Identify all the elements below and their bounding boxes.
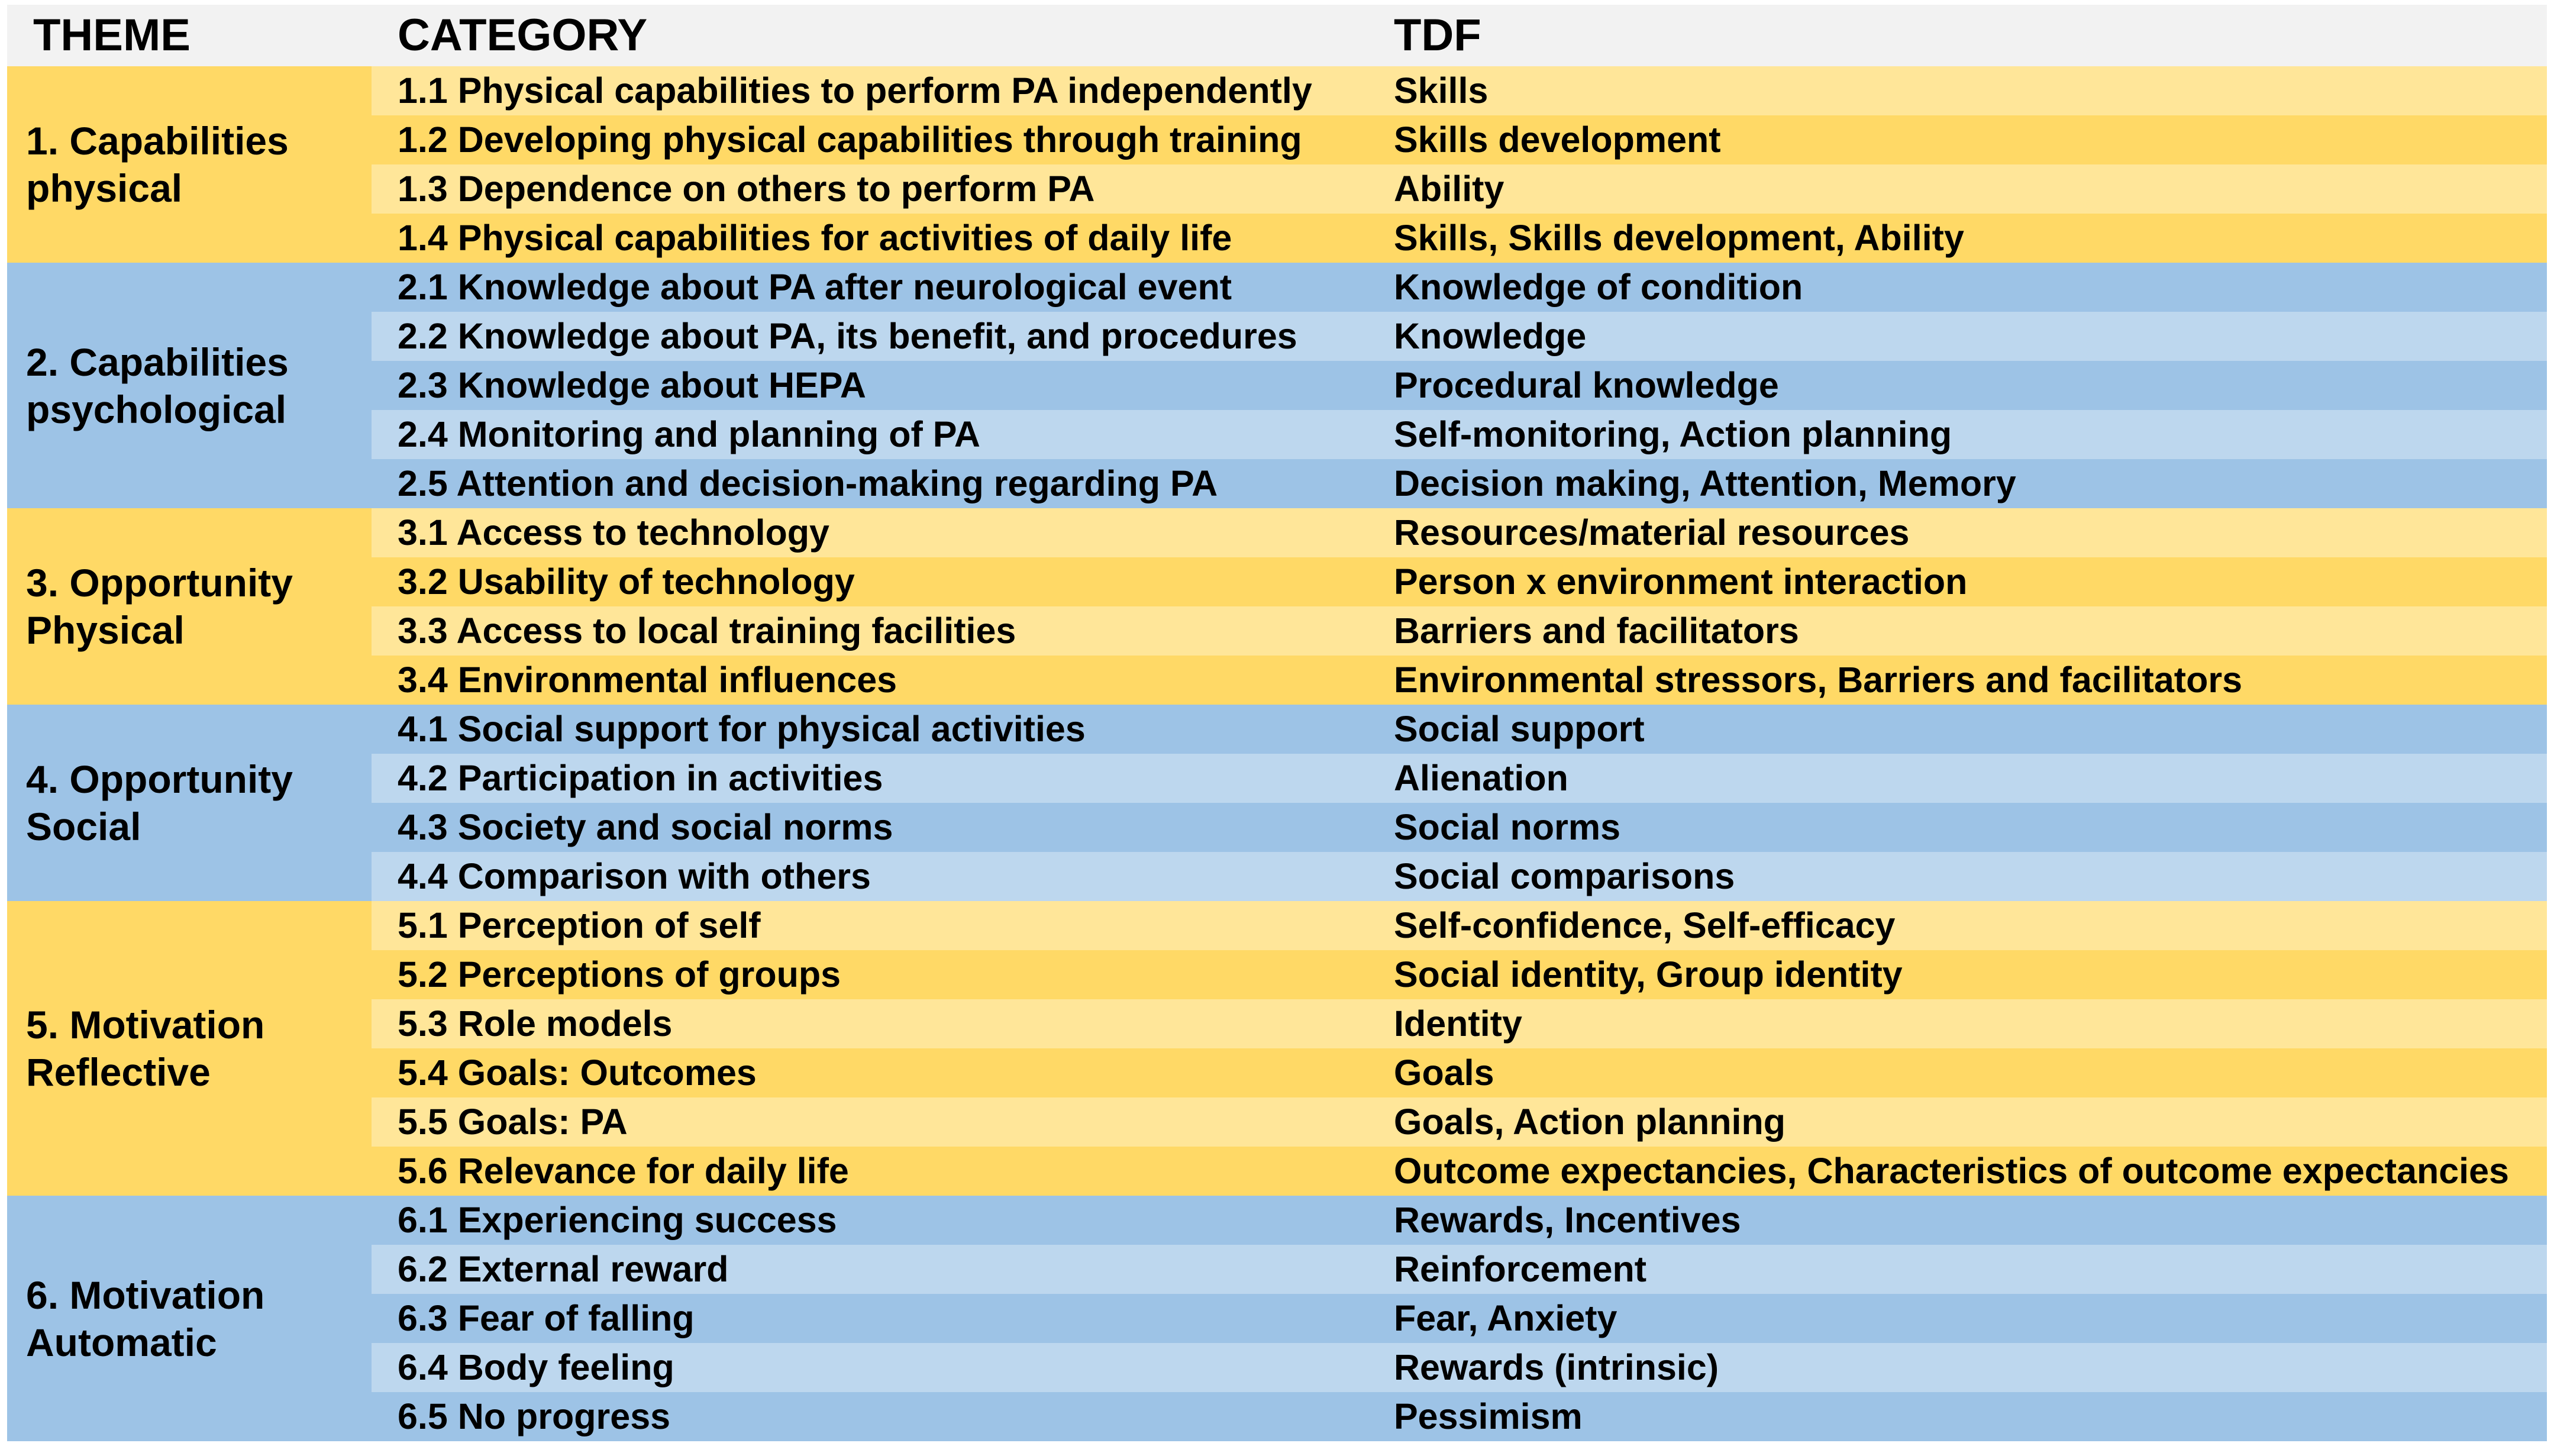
table-row xyxy=(7,1097,2547,1147)
category-cell: 2.4 Monitoring and planning of PA xyxy=(372,410,1368,459)
table-row xyxy=(7,557,2547,606)
category-cell: 6.2 External reward xyxy=(372,1245,1368,1294)
table-row xyxy=(7,1147,2547,1196)
themes-table xyxy=(7,5,2547,1441)
table-row xyxy=(7,901,2547,950)
category-cell: 2.3 Knowledge about HEPA xyxy=(372,361,1368,410)
header-category: CATEGORY xyxy=(372,5,1368,66)
tdf-cell: Social comparisons xyxy=(1368,852,2547,901)
category-cell: 5.5 Goals: PA xyxy=(372,1097,1368,1147)
category-cell: 6.4 Body feeling xyxy=(372,1343,1368,1392)
category-cell: 5.6 Relevance for daily life xyxy=(372,1147,1368,1196)
category-cell: 5.4 Goals: Outcomes xyxy=(372,1048,1368,1097)
tdf-cell: Procedural knowledge xyxy=(1368,361,2547,410)
category-cell: 4.1 Social support for physical activities xyxy=(372,705,1368,754)
table-header xyxy=(7,5,2547,66)
category-cell: 4.4 Comparison with others xyxy=(372,852,1368,901)
tdf-cell: Pessimism xyxy=(1368,1392,2547,1441)
category-cell: 5.1 Perception of self xyxy=(372,901,1368,950)
tdf-cell: Goals xyxy=(1368,1048,2547,1097)
category-cell: 1.4 Physical capabilities for activities of daily life xyxy=(372,214,1368,263)
tdf-cell: Skills xyxy=(1368,66,2547,115)
theme-cell xyxy=(7,1196,372,1441)
category-cell: 3.2 Usability of technology xyxy=(372,557,1368,606)
table-row xyxy=(7,656,2547,705)
table-row xyxy=(7,1196,2547,1245)
table-row xyxy=(7,1294,2547,1343)
table-row xyxy=(7,950,2547,999)
tdf-cell: Social support xyxy=(1368,705,2547,754)
theme-label-line1: 2. Capabilities xyxy=(26,340,289,384)
tdf-cell: Knowledge xyxy=(1368,312,2547,361)
category-cell: 6.1 Experiencing success xyxy=(372,1196,1368,1245)
table-row xyxy=(7,361,2547,410)
table-row xyxy=(7,852,2547,901)
tdf-cell: Self-confidence, Self-efficacy xyxy=(1368,901,2547,950)
tdf-cell: Decision making, Attention, Memory xyxy=(1368,459,2547,508)
tdf-cell: Rewards, Incentives xyxy=(1368,1196,2547,1245)
theme-cell xyxy=(7,508,372,705)
tdf-cell: Goals, Action planning xyxy=(1368,1097,2547,1147)
theme-label-line1: 1. Capabilities xyxy=(26,119,289,163)
category-cell: 5.3 Role models xyxy=(372,999,1368,1048)
theme-cell xyxy=(7,263,372,508)
table-row xyxy=(7,999,2547,1048)
table-row xyxy=(7,705,2547,754)
category-cell: 4.3 Society and social norms xyxy=(372,803,1368,852)
category-cell: 3.4 Environmental influences xyxy=(372,656,1368,705)
tdf-cell: Barriers and facilitators xyxy=(1368,606,2547,656)
tdf-cell: Fear, Anxiety xyxy=(1368,1294,2547,1343)
table-body xyxy=(7,66,2547,1441)
category-cell: 2.5 Attention and decision-making regarding PA xyxy=(372,459,1368,508)
tdf-cell: Self-monitoring, Action planning xyxy=(1368,410,2547,459)
theme-label-line1: 5. Motivation xyxy=(26,1003,265,1047)
table-row xyxy=(7,1392,2547,1441)
table-row xyxy=(7,459,2547,508)
theme-label-line1: 4. Opportunity xyxy=(26,757,293,801)
header-theme: THEME xyxy=(7,5,372,66)
category-cell: 1.1 Physical capabilities to perform PA independently xyxy=(372,66,1368,115)
table-row xyxy=(7,803,2547,852)
theme-label-line2: psychological xyxy=(26,387,287,431)
table-row xyxy=(7,263,2547,312)
category-cell: 3.1 Access to technology xyxy=(372,508,1368,557)
tdf-cell: Person x environment interaction xyxy=(1368,557,2547,606)
category-cell: 6.3 Fear of falling xyxy=(372,1294,1368,1343)
tdf-table-container xyxy=(7,5,2547,1441)
header-row xyxy=(7,5,2547,66)
category-cell: 5.2 Perceptions of groups xyxy=(372,950,1368,999)
header-tdf: TDF xyxy=(1368,5,2547,66)
theme-label-line2: Automatic xyxy=(26,1320,217,1364)
table-row xyxy=(7,214,2547,263)
table-row xyxy=(7,164,2547,214)
tdf-cell: Social identity, Group identity xyxy=(1368,950,2547,999)
tdf-cell: Identity xyxy=(1368,999,2547,1048)
table-row xyxy=(7,754,2547,803)
tdf-cell: Skills, Skills development, Ability xyxy=(1368,214,2547,263)
tdf-cell: Alienation xyxy=(1368,754,2547,803)
tdf-cell: Environmental stressors, Barriers and facilitators xyxy=(1368,656,2547,705)
category-cell: 1.2 Developing physical capabilities through training xyxy=(372,115,1368,164)
category-cell: 4.2 Participation in activities xyxy=(372,754,1368,803)
table-row xyxy=(7,606,2547,656)
category-cell: 1.3 Dependence on others to perform PA xyxy=(372,164,1368,214)
table-row xyxy=(7,410,2547,459)
theme-cell xyxy=(7,66,372,263)
category-cell: 2.1 Knowledge about PA after neurological event xyxy=(372,263,1368,312)
table-row xyxy=(7,1245,2547,1294)
theme-label-line1: 3. Opportunity xyxy=(26,561,293,605)
category-cell: 3.3 Access to local training facilities xyxy=(372,606,1368,656)
tdf-cell: Social norms xyxy=(1368,803,2547,852)
table-row xyxy=(7,312,2547,361)
theme-label-line2: Physical xyxy=(26,608,185,652)
theme-label-line2: Social xyxy=(26,805,141,848)
table-row xyxy=(7,1048,2547,1097)
category-cell: 6.5 No progress xyxy=(372,1392,1368,1441)
tdf-cell: Knowledge of condition xyxy=(1368,263,2547,312)
table-row xyxy=(7,1343,2547,1392)
table-row xyxy=(7,115,2547,164)
theme-label-line1: 6. Motivation xyxy=(26,1273,265,1317)
tdf-cell: Resources/material resources xyxy=(1368,508,2547,557)
category-cell: 2.2 Knowledge about PA, its benefit, and procedures xyxy=(372,312,1368,361)
table-row xyxy=(7,508,2547,557)
tdf-cell: Reinforcement xyxy=(1368,1245,2547,1294)
tdf-cell: Rewards (intrinsic) xyxy=(1368,1343,2547,1392)
theme-cell xyxy=(7,705,372,901)
theme-label-line2: physical xyxy=(26,166,183,210)
theme-cell xyxy=(7,901,372,1196)
tdf-cell: Outcome expectancies, Characteristics of outcome expectancies xyxy=(1368,1147,2547,1196)
tdf-cell: Ability xyxy=(1368,164,2547,214)
table-row xyxy=(7,66,2547,115)
tdf-cell: Skills development xyxy=(1368,115,2547,164)
theme-label-line2: Reflective xyxy=(26,1050,211,1094)
